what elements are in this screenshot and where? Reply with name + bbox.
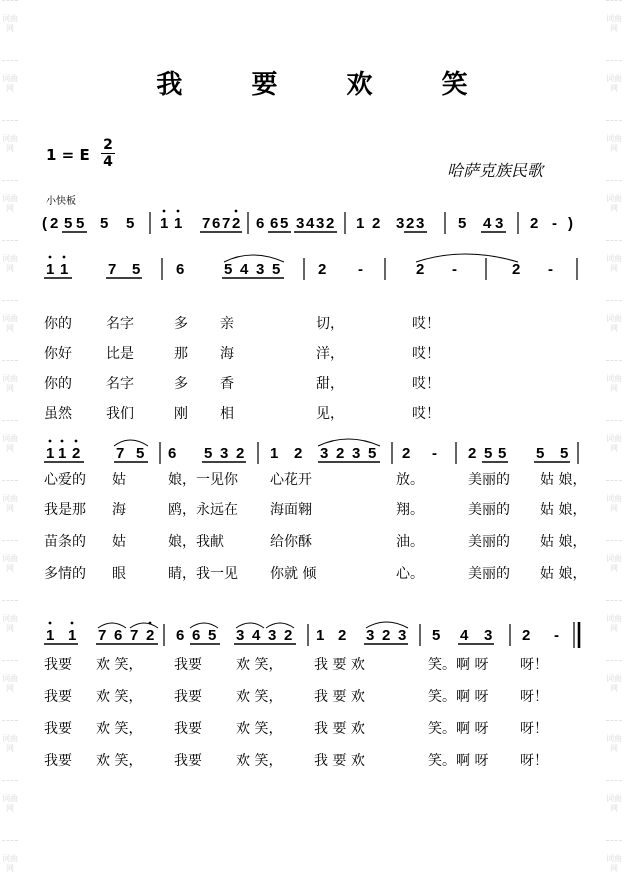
system-3-notes	[40, 438, 600, 470]
meter-bottom: 4	[103, 154, 113, 170]
system-2-notes	[40, 254, 600, 286]
lyrics-s4-verse-3: 我要 欢 笑， 我要 欢 笑， 我 要 欢 笑。啊 呀 呀！	[44, 721, 548, 737]
lyrics-s4-verse-1: 我要 欢 笑， 我要 欢 笑， 我 要 欢 笑。啊 呀 呀！	[44, 657, 548, 673]
svg-text:5: 5	[368, 445, 377, 462]
lyrics-s4-verse-2: 我要 欢 笑， 我要 欢 笑， 我 要 欢 笑。啊 呀 呀！	[44, 689, 548, 705]
svg-text:3: 3	[316, 215, 325, 232]
svg-text:3: 3	[352, 445, 361, 462]
system-4-notes	[40, 620, 600, 652]
svg-text:5: 5	[272, 261, 281, 278]
svg-text:-: -	[548, 261, 553, 278]
lyrics-s3-verse-4: 多情的 眼 睛，我一见 你就 倾 心。 美丽的 姑 娘，	[44, 566, 587, 582]
svg-text:6: 6	[176, 261, 185, 278]
notation-system-1	[40, 208, 580, 238]
meter-top: 2	[103, 137, 113, 153]
svg-text:6: 6	[212, 215, 221, 232]
svg-text:6: 6	[256, 215, 265, 232]
svg-text:3: 3	[220, 445, 229, 462]
watermark-text: 词曲网	[2, 614, 18, 633]
svg-text:5: 5	[76, 215, 85, 232]
svg-text:-: -	[432, 445, 437, 462]
watermark-text: 词曲网	[2, 674, 18, 693]
svg-text:1: 1	[46, 261, 55, 278]
svg-text:(: (	[42, 215, 47, 232]
svg-text:2: 2	[522, 627, 531, 644]
svg-text:-: -	[358, 261, 363, 278]
svg-text:5: 5	[484, 445, 493, 462]
svg-text:5: 5	[280, 215, 289, 232]
svg-text:6: 6	[176, 627, 185, 644]
svg-text:3: 3	[320, 445, 329, 462]
watermark-text: 词曲网	[606, 374, 622, 393]
svg-text:2: 2	[406, 215, 415, 232]
watermark-text: 词曲网	[606, 14, 622, 33]
svg-text:2: 2	[338, 627, 347, 644]
song-title: 我 要 欢 笑	[156, 70, 498, 100]
svg-text:3: 3	[366, 627, 375, 644]
svg-text:4: 4	[252, 627, 261, 644]
watermark-text: 词曲网	[606, 134, 622, 153]
svg-text:3: 3	[296, 215, 305, 232]
svg-text:3: 3	[236, 627, 245, 644]
svg-text:7: 7	[202, 215, 211, 232]
svg-text:-: -	[552, 215, 557, 232]
watermark-text: 词曲网	[606, 854, 622, 873]
svg-text:5: 5	[560, 445, 569, 462]
svg-text:1: 1	[68, 627, 77, 644]
lyrics-s3-verse-1: 心爱的 姑 娘，一见你 心花开 放。 美丽的 姑 娘，	[44, 472, 587, 488]
watermark-text: 词曲网	[2, 854, 18, 873]
watermark-text: 词曲网	[2, 134, 18, 153]
svg-text:2: 2	[72, 445, 81, 462]
svg-text:3: 3	[484, 627, 493, 644]
svg-text:5: 5	[204, 445, 213, 462]
svg-text:3: 3	[398, 627, 407, 644]
svg-text:2: 2	[284, 627, 293, 644]
svg-text:7: 7	[130, 627, 139, 644]
svg-text:4: 4	[306, 215, 315, 232]
watermark-text: 词曲网	[2, 554, 18, 573]
svg-text:2: 2	[232, 215, 241, 232]
watermark-column-right	[606, 0, 622, 879]
lyrics-s3-verse-2: 我是那 海 鸥，永远在 海面翱 翔。 美丽的 姑 娘，	[44, 502, 587, 518]
svg-text:5: 5	[100, 215, 109, 232]
lyrics-s2-verse-2: 你好 比是 那 海 洋， 哎！	[44, 346, 440, 362]
svg-text:5: 5	[458, 215, 467, 232]
svg-text:2: 2	[530, 215, 539, 232]
notation-system-4	[40, 620, 580, 652]
svg-text:2: 2	[50, 215, 59, 232]
svg-text:2: 2	[372, 215, 381, 232]
svg-text:5: 5	[536, 445, 545, 462]
svg-text:7: 7	[98, 627, 107, 644]
svg-text:1: 1	[46, 445, 55, 462]
watermark-text: 词曲网	[2, 254, 18, 273]
svg-text:2: 2	[294, 445, 303, 462]
svg-text:2: 2	[468, 445, 477, 462]
svg-text:2: 2	[336, 445, 345, 462]
svg-text:2: 2	[512, 261, 521, 278]
watermark-text: 词曲网	[606, 494, 622, 513]
notation-system-2	[40, 254, 580, 286]
svg-text:3: 3	[256, 261, 265, 278]
svg-text:2: 2	[416, 261, 425, 278]
svg-text:2: 2	[146, 627, 155, 644]
svg-text:3: 3	[268, 627, 277, 644]
system-1-notes	[40, 208, 600, 240]
tempo-marking: 小快板	[46, 196, 76, 207]
lyrics-s2-verse-4: 虽然 我们 刚 相 见， 哎！	[44, 406, 440, 422]
svg-text:2: 2	[402, 445, 411, 462]
watermark-text: 词曲网	[2, 494, 18, 513]
watermark-text: 词曲网	[606, 194, 622, 213]
svg-text:6: 6	[168, 445, 177, 462]
watermark-text: 词曲网	[606, 734, 622, 753]
svg-text:-: -	[554, 627, 559, 644]
watermark-text: 词曲网	[606, 254, 622, 273]
svg-text:5: 5	[208, 627, 217, 644]
svg-text:1: 1	[356, 215, 365, 232]
lyrics-s2-verse-3: 你的 名字 多 香 甜， 哎！	[44, 376, 440, 392]
time-signature	[101, 138, 115, 169]
watermark-text: 词曲网	[2, 14, 18, 33]
watermark-text: 词曲网	[2, 434, 18, 453]
watermark-text: 词曲网	[606, 74, 622, 93]
watermark-text: 词曲网	[606, 674, 622, 693]
svg-text:3: 3	[495, 215, 504, 232]
watermark-text: 词曲网	[606, 434, 622, 453]
notation-system-3	[40, 438, 580, 470]
watermark-text: 词曲网	[606, 794, 622, 813]
svg-text:1: 1	[270, 445, 279, 462]
svg-text:1: 1	[160, 215, 169, 232]
watermark-text: 词曲网	[2, 794, 18, 813]
svg-text:1: 1	[46, 627, 55, 644]
watermark-text: 词曲网	[606, 614, 622, 633]
svg-text:6: 6	[192, 627, 201, 644]
watermark-column-left	[2, 0, 18, 879]
svg-text:7: 7	[108, 261, 117, 278]
watermark-text: 词曲网	[606, 314, 622, 333]
svg-text:): )	[568, 215, 573, 232]
svg-text:2: 2	[382, 627, 391, 644]
lyrics-s4-verse-4: 我要 欢 笑， 我要 欢 笑， 我 要 欢 笑。啊 呀 呀！	[44, 753, 548, 769]
svg-text:2: 2	[326, 215, 335, 232]
svg-text:7: 7	[222, 215, 231, 232]
svg-text:1: 1	[58, 445, 67, 462]
svg-text:7: 7	[116, 445, 125, 462]
lyrics-s3-verse-3: 苗条的 姑 娘，我献 给你酥 油。 美丽的 姑 娘，	[44, 534, 587, 550]
svg-text:2: 2	[236, 445, 245, 462]
svg-text:3: 3	[396, 215, 405, 232]
svg-text:5: 5	[224, 261, 233, 278]
watermark-text: 词曲网	[2, 734, 18, 753]
key-signature: 1 = E	[46, 146, 90, 164]
watermark-text: 词曲网	[2, 74, 18, 93]
svg-text:5: 5	[498, 445, 507, 462]
svg-text:4: 4	[483, 215, 492, 232]
lyrics-s2-verse-1: 你的 名字 多 亲 切， 哎！	[44, 316, 440, 332]
svg-text:6: 6	[270, 215, 279, 232]
watermark-text: 词曲网	[2, 374, 18, 393]
svg-text:-: -	[452, 261, 457, 278]
svg-text:4: 4	[240, 261, 249, 278]
svg-text:1: 1	[174, 215, 183, 232]
svg-text:5: 5	[132, 261, 141, 278]
svg-text:1: 1	[60, 261, 69, 278]
svg-text:5: 5	[136, 445, 145, 462]
svg-text:5: 5	[432, 627, 441, 644]
svg-text:4: 4	[460, 627, 469, 644]
svg-text:5: 5	[126, 215, 135, 232]
svg-text:6: 6	[114, 627, 123, 644]
svg-text:3: 3	[416, 215, 425, 232]
watermark-text: 词曲网	[2, 194, 18, 213]
watermark-text: 词曲网	[606, 554, 622, 573]
svg-text:1: 1	[316, 627, 325, 644]
svg-text:5: 5	[64, 215, 73, 232]
svg-text:2: 2	[318, 261, 327, 278]
watermark-text: 词曲网	[2, 314, 18, 333]
song-origin: 哈萨克族民歌	[447, 161, 544, 180]
